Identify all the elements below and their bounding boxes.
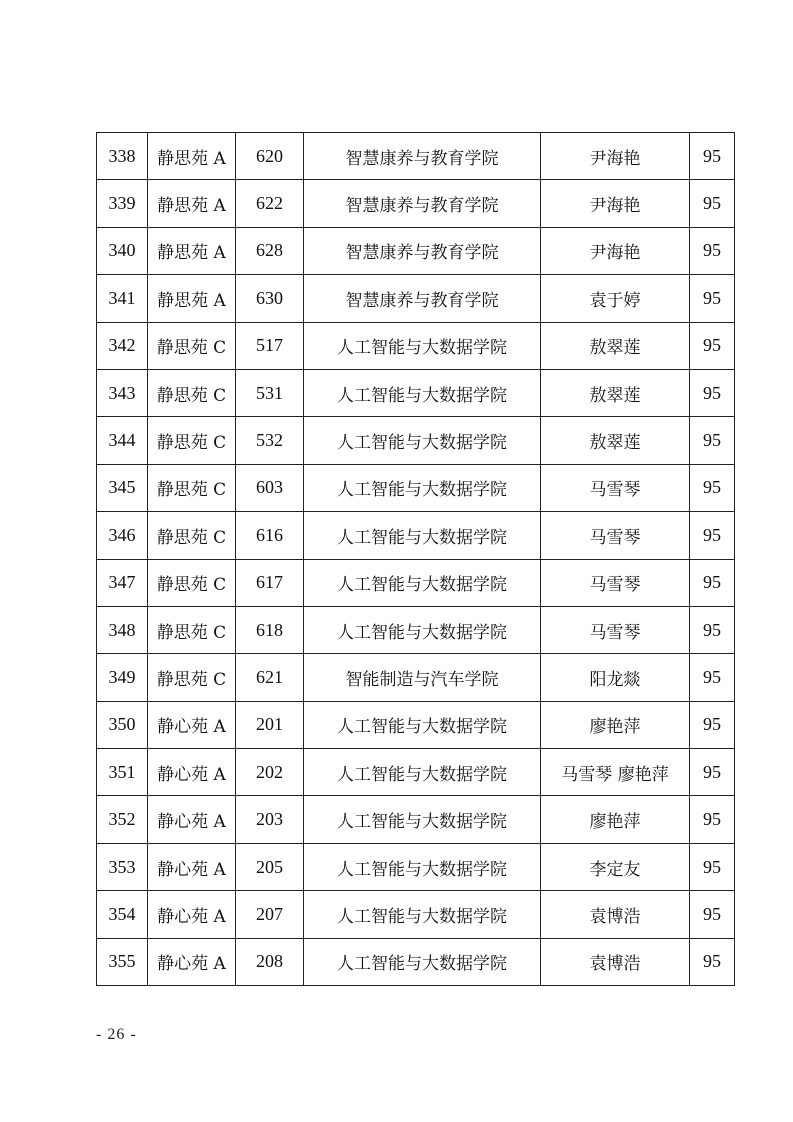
- page-number: - 26 -: [96, 1026, 137, 1043]
- table-row: [97, 606, 735, 653]
- room-number-cell: 205: [236, 843, 304, 890]
- counselor-cell: 马雪琴: [541, 606, 690, 653]
- room-number-cell: 517: [236, 322, 304, 369]
- score-cell: 95: [690, 464, 735, 511]
- counselor-cell: 袁于婷: [541, 275, 690, 322]
- building-cell: 静心苑 A: [148, 701, 236, 748]
- row-number-cell: 341: [97, 275, 148, 322]
- counselor-cell: 马雪琴: [541, 559, 690, 606]
- table-row: [97, 796, 735, 843]
- table-row: [97, 654, 735, 701]
- counselor-cell: 马雪琴 廖艳萍: [541, 749, 690, 796]
- counselor-cell: 李定友: [541, 843, 690, 890]
- counselor-cell: 敖翠莲: [541, 417, 690, 464]
- college-cell: 人工智能与大数据学院: [304, 701, 541, 748]
- row-number-cell: 338: [97, 133, 148, 180]
- college-cell: 智慧康养与教育学院: [304, 227, 541, 274]
- college-cell: 智慧康养与教育学院: [304, 180, 541, 227]
- room-number-cell: 207: [236, 891, 304, 938]
- building-cell: 静心苑 A: [148, 749, 236, 796]
- counselor-cell: 廖艳萍: [541, 701, 690, 748]
- row-number-cell: 340: [97, 227, 148, 274]
- room-number-cell: 532: [236, 417, 304, 464]
- row-number-cell: 345: [97, 464, 148, 511]
- college-cell: 人工智能与大数据学院: [304, 417, 541, 464]
- room-number-cell: 628: [236, 227, 304, 274]
- table-row: [97, 275, 735, 322]
- row-number-cell: 355: [97, 938, 148, 985]
- room-number-cell: 616: [236, 512, 304, 559]
- room-number-cell: 531: [236, 369, 304, 416]
- college-cell: 智慧康养与教育学院: [304, 275, 541, 322]
- score-cell: 95: [690, 796, 735, 843]
- row-number-cell: 353: [97, 843, 148, 890]
- college-cell: 人工智能与大数据学院: [304, 512, 541, 559]
- row-number-cell: 349: [97, 654, 148, 701]
- score-cell: 95: [690, 938, 735, 985]
- score-cell: 95: [690, 180, 735, 227]
- score-cell: 95: [690, 701, 735, 748]
- college-cell: 人工智能与大数据学院: [304, 606, 541, 653]
- dormitory-score-table-container: [96, 132, 735, 986]
- college-cell: 人工智能与大数据学院: [304, 464, 541, 511]
- college-cell: 人工智能与大数据学院: [304, 796, 541, 843]
- table-row: [97, 369, 735, 416]
- table-row: [97, 227, 735, 274]
- building-cell: 静思苑 C: [148, 512, 236, 559]
- counselor-cell: 袁博浩: [541, 938, 690, 985]
- table-body: [97, 133, 735, 986]
- table-row: [97, 512, 735, 559]
- college-cell: 人工智能与大数据学院: [304, 843, 541, 890]
- room-number-cell: 201: [236, 701, 304, 748]
- room-number-cell: 622: [236, 180, 304, 227]
- score-cell: 95: [690, 227, 735, 274]
- building-cell: 静思苑 C: [148, 654, 236, 701]
- college-cell: 人工智能与大数据学院: [304, 559, 541, 606]
- building-cell: 静思苑 C: [148, 417, 236, 464]
- row-number-cell: 347: [97, 559, 148, 606]
- score-cell: 95: [690, 749, 735, 796]
- table-row: [97, 749, 735, 796]
- counselor-cell: 马雪琴: [541, 512, 690, 559]
- building-cell: 静思苑 C: [148, 464, 236, 511]
- building-cell: 静心苑 A: [148, 891, 236, 938]
- room-number-cell: 208: [236, 938, 304, 985]
- counselor-cell: 阳龙燚: [541, 654, 690, 701]
- college-cell: 人工智能与大数据学院: [304, 938, 541, 985]
- row-number-cell: 348: [97, 606, 148, 653]
- room-number-cell: 621: [236, 654, 304, 701]
- score-cell: 95: [690, 512, 735, 559]
- college-cell: 智能制造与汽车学院: [304, 654, 541, 701]
- room-number-cell: 618: [236, 606, 304, 653]
- room-number-cell: 203: [236, 796, 304, 843]
- score-cell: 95: [690, 559, 735, 606]
- score-cell: 95: [690, 606, 735, 653]
- counselor-cell: 马雪琴: [541, 464, 690, 511]
- building-cell: 静心苑 A: [148, 796, 236, 843]
- building-cell: 静思苑 C: [148, 322, 236, 369]
- building-cell: 静思苑 A: [148, 275, 236, 322]
- dormitory-score-table: [96, 132, 735, 986]
- room-number-cell: 202: [236, 749, 304, 796]
- counselor-cell: 尹海艳: [541, 227, 690, 274]
- counselor-cell: 尹海艳: [541, 133, 690, 180]
- building-cell: 静思苑 A: [148, 227, 236, 274]
- counselor-cell: 廖艳萍: [541, 796, 690, 843]
- score-cell: 95: [690, 417, 735, 464]
- room-number-cell: 617: [236, 559, 304, 606]
- row-number-cell: 343: [97, 369, 148, 416]
- building-cell: 静思苑 C: [148, 606, 236, 653]
- score-cell: 95: [690, 133, 735, 180]
- building-cell: 静思苑 A: [148, 180, 236, 227]
- row-number-cell: 352: [97, 796, 148, 843]
- counselor-cell: 尹海艳: [541, 180, 690, 227]
- counselor-cell: 敖翠莲: [541, 322, 690, 369]
- building-cell: 静思苑 A: [148, 133, 236, 180]
- table-row: [97, 938, 735, 985]
- building-cell: 静思苑 C: [148, 559, 236, 606]
- college-cell: 人工智能与大数据学院: [304, 749, 541, 796]
- college-cell: 智慧康养与教育学院: [304, 133, 541, 180]
- table-row: [97, 322, 735, 369]
- row-number-cell: 350: [97, 701, 148, 748]
- table-row: [97, 180, 735, 227]
- building-cell: 静心苑 A: [148, 843, 236, 890]
- building-cell: 静心苑 A: [148, 938, 236, 985]
- score-cell: 95: [690, 369, 735, 416]
- row-number-cell: 344: [97, 417, 148, 464]
- row-number-cell: 346: [97, 512, 148, 559]
- counselor-cell: 敖翠莲: [541, 369, 690, 416]
- score-cell: 95: [690, 322, 735, 369]
- college-cell: 人工智能与大数据学院: [304, 891, 541, 938]
- college-cell: 人工智能与大数据学院: [304, 322, 541, 369]
- table-row: [97, 417, 735, 464]
- score-cell: 95: [690, 891, 735, 938]
- room-number-cell: 630: [236, 275, 304, 322]
- table-row: [97, 891, 735, 938]
- score-cell: 95: [690, 275, 735, 322]
- table-row: [97, 559, 735, 606]
- room-number-cell: 603: [236, 464, 304, 511]
- table-row: [97, 464, 735, 511]
- score-cell: 95: [690, 843, 735, 890]
- table-row: [97, 701, 735, 748]
- room-number-cell: 620: [236, 133, 304, 180]
- row-number-cell: 342: [97, 322, 148, 369]
- row-number-cell: 354: [97, 891, 148, 938]
- counselor-cell: 袁博浩: [541, 891, 690, 938]
- score-cell: 95: [690, 654, 735, 701]
- table-row: [97, 843, 735, 890]
- table-row: [97, 133, 735, 180]
- row-number-cell: 339: [97, 180, 148, 227]
- building-cell: 静思苑 C: [148, 369, 236, 416]
- row-number-cell: 351: [97, 749, 148, 796]
- college-cell: 人工智能与大数据学院: [304, 369, 541, 416]
